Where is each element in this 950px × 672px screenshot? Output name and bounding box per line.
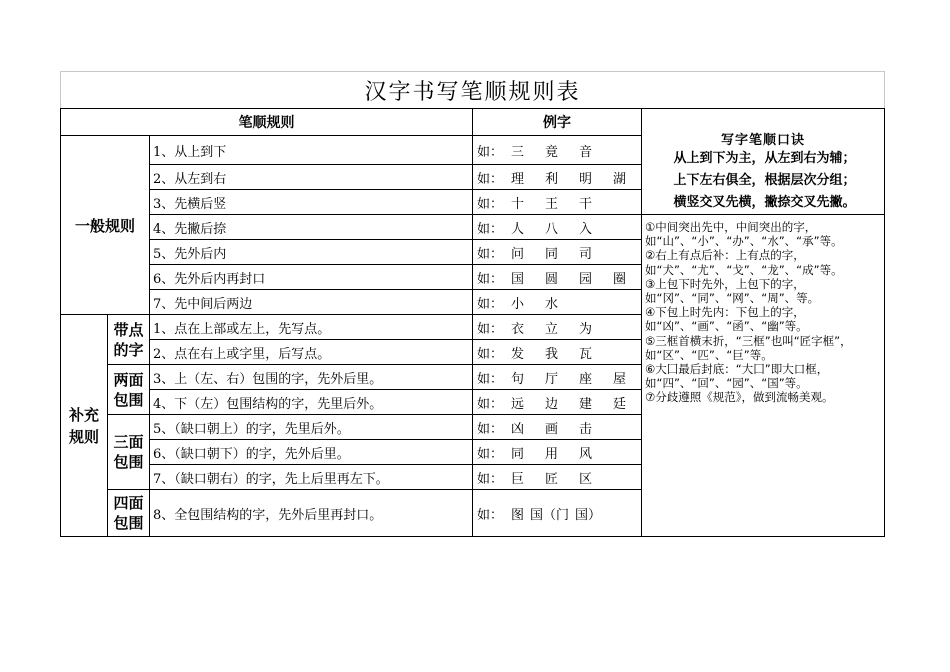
example-char: 明	[579, 171, 593, 187]
example-cell	[473, 265, 642, 290]
example-cell	[473, 415, 642, 440]
example-char: 图	[511, 507, 525, 523]
example-cell	[473, 240, 642, 265]
example-char: 利	[545, 171, 559, 187]
example-char: 厅	[545, 371, 559, 387]
rule-text: 3、上（左、右）包围的字，先外后里。	[150, 365, 473, 390]
example-char: 风	[579, 446, 593, 462]
example-cell	[473, 365, 642, 390]
example-char: 十	[511, 196, 525, 212]
note-item: ⑥大囗最后封底：“大囗”即大口框，如“四”、“回”、“园”、“国”等。	[645, 362, 829, 391]
rule-text: 5、先外后内	[150, 240, 473, 265]
rule-text: 1、点在上部或左上，先写点。	[150, 315, 473, 340]
rule-text: 6、（缺口朝下）的字，先外后里。	[150, 440, 473, 465]
example-char: 边	[545, 396, 559, 412]
example-char: 巨	[511, 471, 525, 487]
header-examples: 例字	[473, 109, 642, 136]
rule-text: 8、全包围结构的字，先外后里再封口。	[150, 490, 473, 537]
example-cell	[473, 390, 642, 415]
note-item: ①中间突出先中，中间突出的字，如“山”、“小”、“办”、“水”、“承”等。	[645, 220, 843, 249]
example-cell	[473, 465, 642, 490]
example-cell	[473, 490, 642, 537]
example-char: 同	[545, 246, 559, 262]
rule-text: 1、从上到下	[150, 136, 473, 165]
example-char: 入	[579, 221, 593, 237]
example-lead: 如：	[477, 171, 504, 187]
example-char: 湖	[613, 171, 627, 187]
rhyme-line: 横竖交叉先横，撇捺交叉先撇。	[673, 195, 856, 210]
rhyme-line: 从上到下为主，从左到右为辅；	[673, 151, 856, 166]
example-lead: 如：	[477, 144, 504, 160]
notes-cell	[642, 215, 885, 537]
example-char: 用	[545, 446, 559, 462]
example-lead: 如：	[477, 346, 504, 362]
rule-text: 7、（缺口朝右）的字，先上后里再左下。	[150, 465, 473, 490]
example-cell	[473, 215, 642, 240]
rule-text: 7、先中间后两边	[150, 290, 473, 315]
example-cell	[473, 165, 642, 190]
note-item: ②右上有点后补：上有点的字，如“犬”、“尤”、“戈”、“龙”、“成”等。	[645, 248, 843, 277]
note-item: ④下包上时先内：下包上的字，如“凶”、“画”、“函”、“幽”等。	[645, 305, 808, 334]
example-char: 我	[545, 346, 559, 362]
example-char: 国	[511, 271, 525, 287]
example-char: 国）	[575, 507, 602, 523]
example-char: 竟	[545, 144, 559, 160]
example-char: 远	[511, 396, 525, 412]
example-lead: 如：	[477, 371, 504, 387]
example-char: 同	[511, 446, 525, 462]
example-cell	[473, 136, 642, 165]
example-char: 音	[579, 144, 593, 160]
example-char: 句	[511, 371, 525, 387]
example-lead: 如：	[477, 321, 504, 337]
example-lead: 如：	[477, 221, 504, 237]
note-item: ③上包下时先外，上包下的字，如“冈”、“同”、“网”、“周”、等。	[645, 276, 820, 306]
example-char: 圈	[613, 271, 627, 287]
example-char: 发	[511, 346, 525, 362]
example-char: 座	[579, 371, 593, 387]
example-lead: 如：	[477, 271, 504, 287]
rhyme-title: 写字笔顺口诀	[721, 133, 806, 148]
example-cell	[473, 315, 642, 340]
example-char: 人	[511, 221, 525, 237]
rule-text: 3、先横后竖	[150, 190, 473, 215]
example-char: 王	[545, 196, 559, 212]
example-cell	[473, 190, 642, 215]
example-char: 廷	[613, 396, 627, 412]
example-char: 国（门	[530, 507, 570, 523]
example-cell	[473, 340, 642, 365]
example-char: 八	[545, 221, 559, 237]
example-char: 园	[579, 271, 593, 287]
example-char: 立	[545, 321, 559, 337]
table-row	[61, 215, 885, 240]
example-char: 区	[579, 471, 593, 487]
rule-text: 4、下（左）包围结构的字，先里后外。	[150, 390, 473, 415]
subcategory-two-side: 两面包围	[108, 365, 150, 415]
example-lead: 如：	[477, 421, 504, 437]
category-supplement: 补充规则	[61, 315, 108, 537]
example-lead: 如：	[477, 507, 504, 523]
category-general: 一般规则	[61, 136, 150, 315]
example-char: 干	[579, 196, 593, 212]
example-char: 为	[579, 321, 593, 337]
example-char: 三	[511, 144, 525, 160]
example-lead: 如：	[477, 196, 504, 212]
note-item: ⑦分歧遵照《规范》，做到流畅美观。	[645, 390, 834, 405]
subcategory-dot: 带点的字	[108, 315, 150, 365]
example-char: 建	[579, 396, 593, 412]
example-cell	[473, 440, 642, 465]
subcategory-four-side: 四面包围	[108, 490, 150, 537]
example-cell	[473, 290, 642, 315]
table-title: 汉字书写笔顺规则表	[61, 72, 885, 109]
rhyme-line: 上下左右俱全，根据层次分组；	[673, 173, 856, 188]
example-char: 问	[511, 246, 525, 262]
example-lead: 如：	[477, 446, 504, 462]
example-char: 瓦	[579, 346, 593, 362]
example-lead: 如：	[477, 296, 504, 312]
example-char: 击	[579, 421, 593, 437]
example-char: 屋	[613, 371, 627, 387]
example-lead: 如：	[477, 246, 504, 262]
stroke-order-table	[60, 71, 885, 537]
stroke-order-sheet	[60, 71, 884, 537]
rhyme-cell	[642, 109, 885, 215]
example-char: 圆	[545, 271, 559, 287]
rule-text: 2、点在右上或字里，后写点。	[150, 340, 473, 365]
example-lead: 如：	[477, 471, 504, 487]
rule-text: 5、（缺口朝上）的字，先里后外。	[150, 415, 473, 440]
example-char: 水	[545, 296, 559, 312]
rule-text: 6、先外后内再封口	[150, 265, 473, 290]
example-char: 理	[511, 171, 525, 187]
example-char: 凶	[511, 421, 525, 437]
example-char: 小	[511, 296, 525, 312]
rule-text: 2、从左到右	[150, 165, 473, 190]
example-lead: 如：	[477, 396, 504, 412]
example-char: 画	[545, 421, 559, 437]
rule-text: 4、先撇后捺	[150, 215, 473, 240]
example-char: 匠	[545, 471, 559, 487]
subcategory-three-side: 三面包围	[108, 415, 150, 490]
example-char: 司	[579, 246, 593, 262]
example-char: 衣	[511, 321, 525, 337]
note-item: ⑤三框首横末折，“三框”也叫“匠字框”，如“区”、“匹”、“巨”等。	[645, 333, 852, 362]
header-rules: 笔顺规则	[61, 109, 473, 136]
